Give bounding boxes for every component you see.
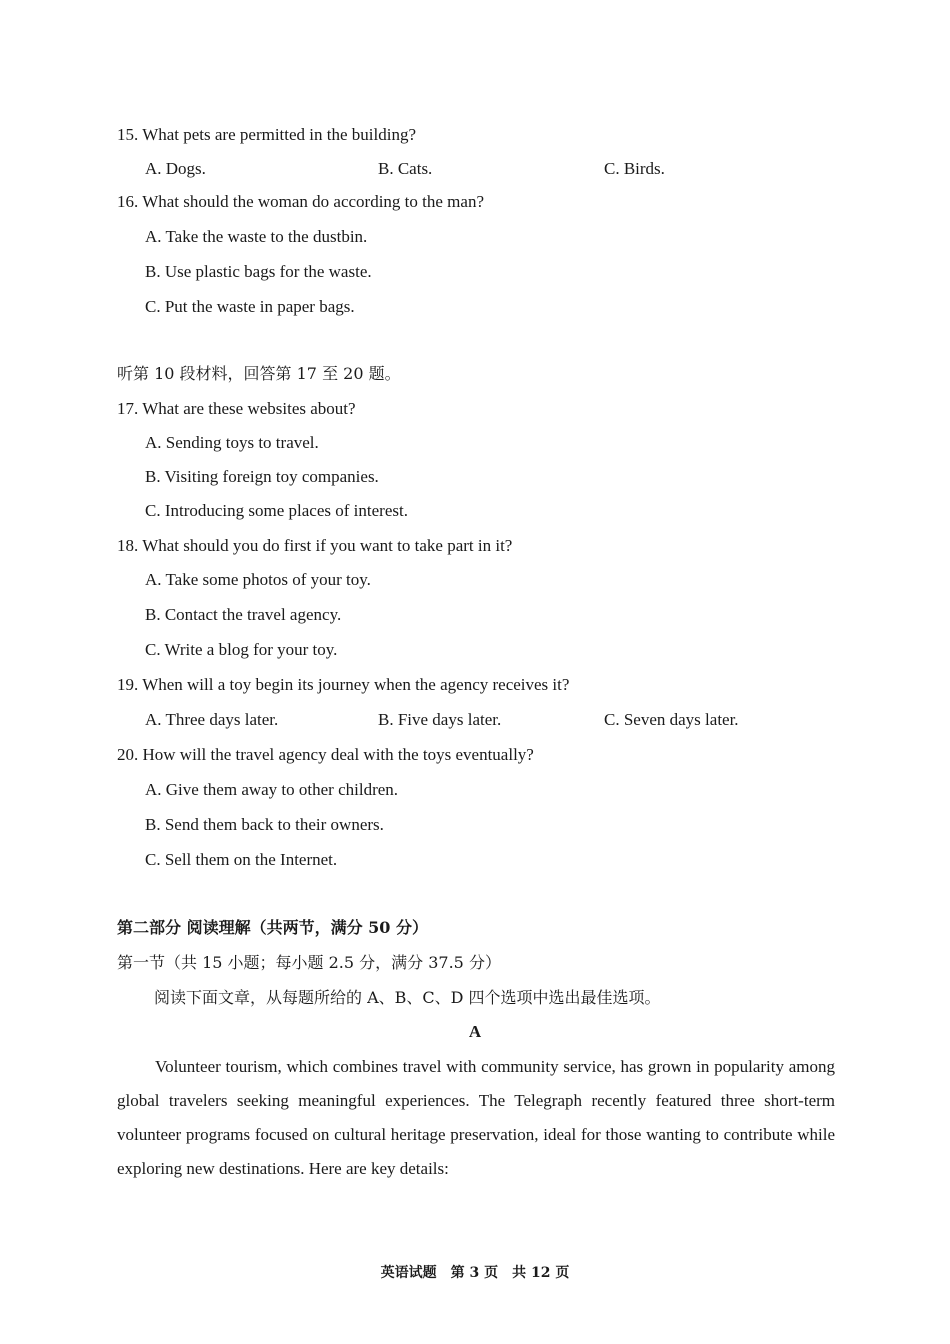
option-20a: A. Give them away to other children.: [145, 780, 399, 799]
option-19c: C. Seven days later.: [604, 710, 739, 729]
option-18b: B. Contact the travel agency.: [145, 605, 342, 624]
section-intro: 听第 10 段材料，回答第 17 至 20 题。: [117, 364, 401, 383]
option-18a: A. Take some photos of your toy.: [145, 570, 371, 589]
page-footer: 英语试题 第 3 页 共 12 页: [380, 1265, 570, 1281]
question-17: 17. What are these websites about?: [117, 399, 356, 418]
question-18: 18. What should you do first if you want to take part in it?: [117, 536, 513, 555]
option-20c: C. Sell them on the Internet.: [145, 850, 338, 869]
option-20b: B. Send them back to their owners.: [145, 815, 384, 834]
option-19a: A. Three days later.: [145, 710, 279, 729]
passage-text: Volunteer tourism, which combines travel with community service, has grown in popularity among global travelers seeking meaningful experiences. The Telegraph recently featured three short-term volunteer programs focused on cultural heritage preservation, ideal for those wanting to contribute while exploring new destinations. Here are key details:: [117, 1057, 835, 1178]
option-16a: A. Take the waste to the dustbin.: [145, 227, 368, 246]
part2-heading: 第二部分 阅读理解（共两节，满分 50 分）: [117, 918, 428, 937]
option-18c: C. Write a blog for your toy.: [145, 640, 338, 659]
question-20: 20. How will the travel agency deal with the toys eventually?: [117, 745, 534, 764]
option-15b: B. Cats.: [378, 159, 433, 178]
question-19: 19. When will a toy begin its journey when the agency receives it?: [117, 675, 570, 694]
passage-label: A: [468, 1022, 482, 1041]
part2-subheading: 第一节（共 15 小题；每小题 2.5 分，满分 37.5 分）: [117, 953, 501, 972]
option-19b: B. Five days later.: [378, 710, 502, 729]
option-16c: C. Put the waste in paper bags.: [145, 297, 355, 316]
question-15: 15. What pets are permitted in the building?: [117, 125, 416, 144]
part2-instruction: 阅读下面文章，从每题所给的 A、B、C、D 四个选项中选出最佳选项。: [154, 988, 661, 1007]
question-16: 16. What should the woman do according to the man?: [117, 192, 484, 211]
option-17b: B. Visiting foreign toy companies.: [145, 467, 379, 486]
option-16b: B. Use plastic bags for the waste.: [145, 262, 372, 281]
option-15a: A. Dogs.: [145, 159, 206, 178]
option-17c: C. Introducing some places of interest.: [145, 501, 408, 520]
option-17a: A. Sending toys to travel.: [145, 433, 319, 452]
option-15c: C. Birds.: [604, 159, 665, 178]
